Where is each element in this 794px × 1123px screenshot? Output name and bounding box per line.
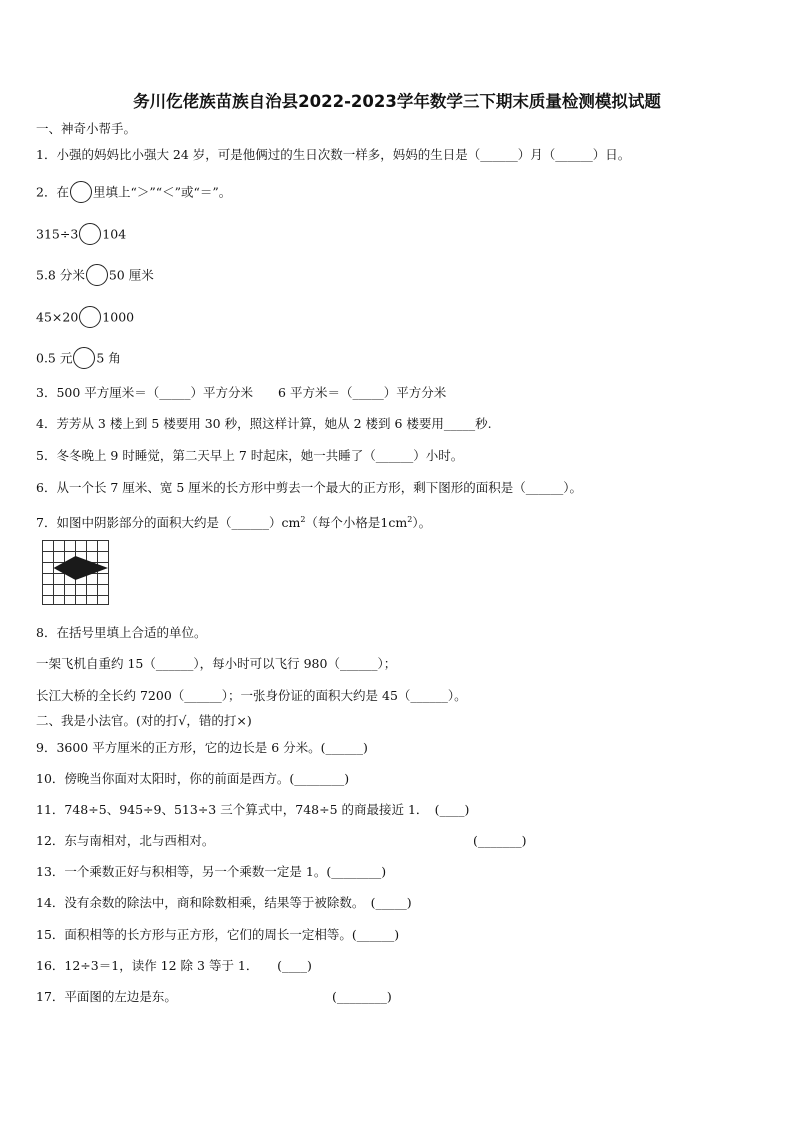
question-10: 10．傍晚当你面对太阳时，你的前面是西方。(________) xyxy=(36,771,350,786)
question-8: 8．在括号里填上合适的单位。 xyxy=(36,625,207,640)
question-7-text-3: ）。 xyxy=(412,515,432,531)
question-1: 1．小强的妈妈比小强大 24 岁，可是他俩过的生日次数一样多，妈妈的生日是（______）月（______）日。 xyxy=(36,147,631,162)
question-9: 9．3600 平方厘米的正方形，它的边长是 6 分米。(______) xyxy=(36,740,368,755)
question-7-text-2: （每个小格是1cm xyxy=(305,515,408,531)
question-5: 5．冬冬晚上 9 时睡觉，第二天早上 7 时起床，她一共睡了（______）小时。 xyxy=(36,448,464,463)
question-12: 12．东与南相对，北与西相对。 xyxy=(36,833,215,848)
answer-parenthesis[interactable]: (_______) xyxy=(473,833,527,848)
answer-circle[interactable] xyxy=(70,181,92,203)
question-13: 13．一个乘数正好与积相等，另一个乘数一定是 1。(________) xyxy=(36,864,387,879)
question-2-suffix: 里填上“＞”“＜”或“＝”。 xyxy=(92,184,232,200)
question-4: 4．芳芳从 3 楼上到 5 楼要用 30 秒，照这样计算，她从 2 楼到 6 楼要用_____秒. xyxy=(36,416,492,431)
comparison-right: 5 角 xyxy=(96,350,121,366)
section-heading-2: 二、我是小法官。(对的打√，错的打×) xyxy=(36,713,252,728)
comparison-left: 5.8 分米 xyxy=(36,267,85,283)
comparison-circle[interactable] xyxy=(79,306,101,328)
question-11: 11．748÷5、945÷9、513÷3 三个算式中，748÷5 的商最接近 1． (____) xyxy=(36,802,470,817)
comparison-row xyxy=(36,348,121,370)
question-6: 6．从一个长 7 厘米、宽 5 厘米的长方形中剪去一个最大的正方形，剩下图形的面积是（______）。 xyxy=(36,480,583,495)
question-14: 14．没有余数的除法中，商和除数相乘，结果等于被除数。 (_____) xyxy=(36,895,412,910)
question-7 xyxy=(36,512,431,531)
question-8-line-2: 长江大桥的全长约 7200（______）；一张身份证的面积大约是 45（______）。 xyxy=(36,688,467,703)
comparison-circle[interactable] xyxy=(86,264,108,286)
comparison-right: 50 厘米 xyxy=(108,267,154,283)
comparison-circle[interactable] xyxy=(79,223,101,245)
answer-parenthesis[interactable]: (________) xyxy=(332,989,392,1004)
comparison-circle[interactable] xyxy=(73,347,95,369)
comparison-left: 315÷3 xyxy=(36,226,79,242)
superscript: 2 xyxy=(300,515,306,524)
question-16: 16．12÷3＝1，读作 12 除 3 等于 1． (____) xyxy=(36,958,312,973)
comparison-left: 0.5 元 xyxy=(36,350,73,366)
superscript: 2 xyxy=(407,515,413,524)
question-2-prefix: 2．在 xyxy=(36,184,69,200)
comparison-row xyxy=(36,265,154,287)
section-heading-1: 一、神奇小帮手。 xyxy=(36,121,137,136)
comparison-row xyxy=(36,224,126,246)
question-3: 3．500 平方厘米＝（_____）平方分米 6 平方米＝（_____）平方分米 xyxy=(36,385,447,400)
comparison-left: 45×20 xyxy=(36,309,79,325)
shaded-area-grid-figure xyxy=(42,540,110,606)
question-8-line-1: 一架飞机自重约 15（______），每小时可以飞行 980（______）； xyxy=(36,656,397,671)
question-15: 15．面积相等的长方形与正方形，它们的周长一定相等。(______) xyxy=(36,927,400,942)
comparison-right: 1000 xyxy=(102,309,135,325)
question-2 xyxy=(36,182,231,204)
comparison-row xyxy=(36,307,134,329)
shaded-rhombus xyxy=(54,556,109,580)
question-17: 17．平面图的左边是东。 xyxy=(36,989,177,1004)
page-title: 务川仡佬族苗族自治县2022-2023学年数学三下期末质量检测模拟试题 xyxy=(133,92,661,111)
comparison-right: 104 xyxy=(102,226,127,242)
question-7-text: 7．如图中阴影部分的面积大约是（______）cm xyxy=(36,515,301,531)
